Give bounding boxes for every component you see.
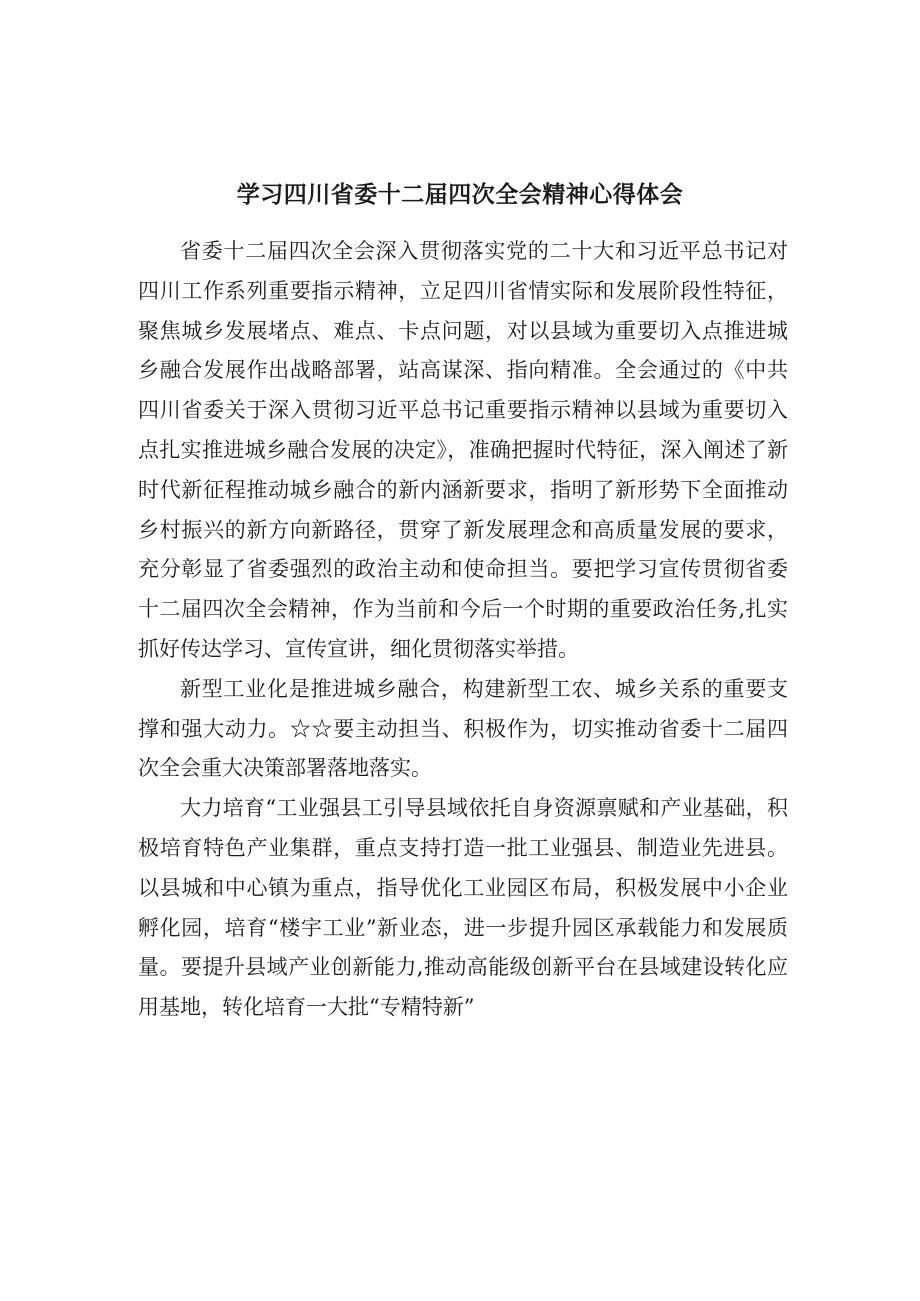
document-title: 学习四川省委十二届四次全会精神心得体会 — [236, 182, 684, 208]
paragraph-2: 新型工业化是推进城乡融合，构建新型工农、城乡关系的重要支撑和强大动力。☆☆要主动担当、积极作为，切实推动省委十二届四次全会重大决策部署落地落实。 — [138, 676, 788, 781]
paragraph-1: 省委十二届四次全会深入贯彻落实党的二十大和习近平总书记对四川工作系列重要指示精神，立足四川省情实际和发展阶段性特征，聚焦城乡发展堵点、难点、卡点问题，对以县域为重要切入点推进城乡融合发展作出战略部署，站高谋深、指向精准。全会通过的《中共四川省委关于深入贯彻习近平总书记重要指示精神以县域为重要切入点扎实推进城乡融合发展的决定》，准确把握时代特征，深入阐述了新时代新征程推动城乡融合的新内涵新要求，指明了新形势下全面推动乡村振兴的新方向新路径，贯穿了新发展理念和高质量发展的要求，充分彰显了省委强烈的政治主动和使命担当。要把学习宣传贯彻省委十二届四次全会精神，作为当前和今后一个时期的重要政治任务,扎实抓好传达学习、宣传宣讲，细化贯彻落实举措。 — [138, 239, 788, 661]
document-body — [138, 232, 788, 1028]
paragraph-3: 大力培育“工业强县工引导县域依托自身资源禀赋和产业基础，积极培育特色产业集群，重点支持打造一批工业强县、制造业先进县。以县城和中心镇为重点，指导优化工业园区布局，积极发展中小企业孵化园，培育“楼宇工业”新业态，进一步提升园区承载能力和发展质量。要提升县域产业创新能力,推动高能级创新平台在县域建设转化应用基地，转化培育一大批“专精特新” — [138, 796, 788, 1020]
